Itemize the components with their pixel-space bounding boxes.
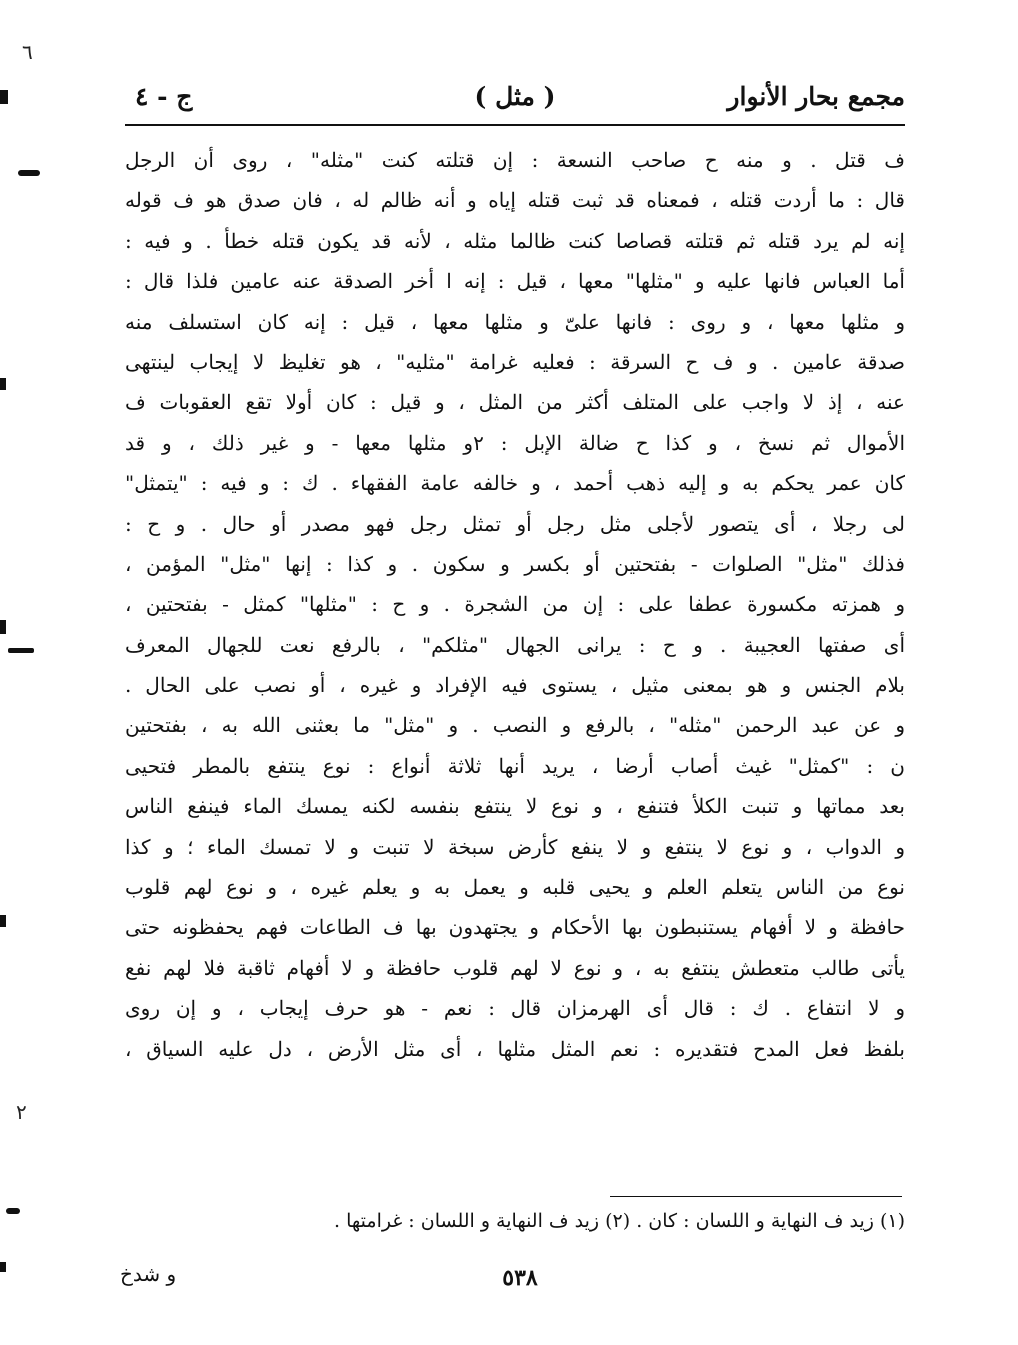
text-line: إنه لم يرد قتله ثم قتلته قصاصا كنت ظالما مثله ، لأنه قد يكون قتله خطأ . و فيه : — [125, 228, 905, 253]
text-line: و عن عبد الرحمن "مثله" ، بالرفع و النصب . و "مثل" ما بعثنى الله به ، بفتحتين — [125, 713, 905, 738]
margin-mark-top: ٦ — [22, 40, 33, 64]
scan-blot — [8, 648, 34, 653]
text-line: و همزته مكسورة عطفا على : إن من الشجرة . و ح : "مثلها" كمثل - بفتحتين ، — [125, 592, 905, 617]
scan-blot — [0, 90, 8, 104]
page-number: ٥٣٨ — [502, 1265, 538, 1291]
catchword: و شدخ — [120, 1262, 177, 1286]
text-line: بلفظ فعل المدح فتقديره : نعم المثل مثلها ، أى مثل الأرض ، دل عليه السياق ، — [125, 1036, 905, 1061]
book-title: مجمع بحار الأنوار — [727, 82, 905, 111]
text-line: و لا انتفاع . ك : قال أى الهرمزان قال : نعم - هو حرف إيجاب ، و إن روى — [125, 996, 905, 1021]
text-line: أى صفتها العجيبة . و ح : يرانى الجهال "مثلكم" ، بالرفع نعت للجهال المعرف — [125, 632, 905, 657]
text-line: أما العباس فانها عليه و "مثلها" معها ، قيل : إنه ا أخر الصدقة عنه عامين فلذا قال : — [125, 269, 905, 294]
entry-word: ( مثل ) — [474, 82, 556, 111]
text-line: نوع من الناس يتعلم العلم و يحيى قلبه و يعمل به و يعلم غيره ، و نوع لهم قلوب — [125, 875, 905, 900]
text-line: بلام الجنس و هو بمعنى مثيل ، يستوى فيه الإفراد و غيره ، أو نصب على الحال . — [125, 673, 905, 698]
body-text — [125, 140, 905, 1069]
text-line: ف قتل . و منه ح صاحب النسعة : إن قتلته كنت "مثله" ، روى أن الرجل — [125, 148, 905, 172]
text-line: ن : "كمثل" غيث أصاب أرضا ، يريد أنها ثلاثة أنواع : نوع ينتفع بالمطر فتحيى — [125, 753, 905, 778]
scan-blot — [0, 620, 6, 634]
scan-blot — [6, 1208, 20, 1214]
text-line: و مثلها معها ، و روى : فانها علىّ و مثلها معها ، قيل : إنه كان استسلف منه — [125, 309, 905, 334]
volume-number: ج - ٤ — [135, 82, 193, 111]
scan-blot — [0, 915, 6, 927]
running-header — [125, 78, 905, 122]
header-rule — [125, 124, 905, 126]
margin-mark-right: ٢ — [16, 1100, 27, 1124]
text-line: فذلك "مثل" الصلوات - بفتحتين أو بكسر و سكون . و كذا : إنها "مثل" المؤمن ، — [125, 551, 905, 576]
footnote: (١) زيد ف النهاية و اللسان : كان . (٢) زيد ف النهاية و اللسان : غرامتها . — [334, 1210, 905, 1232]
text-line: كان عمر يحكم به و إليه ذهب أحمد ، و خالفه عامة الفقهاء . ك : و فيه : "يتمثل" — [125, 471, 905, 496]
text-line: يأتى طالب متعطش ينتفع به ، و نوع لا لهم قلوب حافظة و لا أفهام ثاقبة فلا لهم نفع — [125, 955, 905, 980]
scan-blot — [18, 170, 40, 176]
text-line: الأموال ثم نسخ ، و كذا ح ضالة الإبل : ٢و مثلها معها - و غير ذلك ، و قد — [125, 430, 905, 455]
text-line: صدقة عامين . و ف ح السرقة : فعليه غرامة "مثليه" ، هو تغليظ لا إيجاب لينتهى — [125, 349, 905, 374]
text-line: لى رجلا ، أى يتصور لأجلى مثل رجل أو تمثل رجل فهو مصدر أو حال . و ح : — [125, 511, 905, 536]
text-line: بعد مماتها و تنبت الكلأ فتنفع ، و نوع لا ينتفع بنفسه لكنه يمسك الماء فينفع الناس — [125, 794, 905, 819]
footnote-rule — [610, 1196, 902, 1197]
scan-blot — [0, 378, 6, 390]
text-line: عنه ، إذ لا واجب على المتلف أكثر من المثل ، و قيل : كان أولا تقع العقوبات ف — [125, 390, 905, 415]
text-line: قال : ما أردت قتله ، فمعناه قد ثبت قتله إياه و أنه ظالم له ، فان صدق هو ف قوله — [125, 188, 905, 213]
scan-blot — [0, 1262, 6, 1272]
text-line: حافظة و لا أفهام يستنبطون بها الأحكام و يجتهدون بها ف الطاعات فهم يحفظونه حتى — [125, 915, 905, 940]
text-line: و الدواب ، و نوع لا ينتفع و لا ينفع كأرض سبخة لا تنبت و لا تمسك الماء ؛ و كذا — [125, 834, 905, 859]
